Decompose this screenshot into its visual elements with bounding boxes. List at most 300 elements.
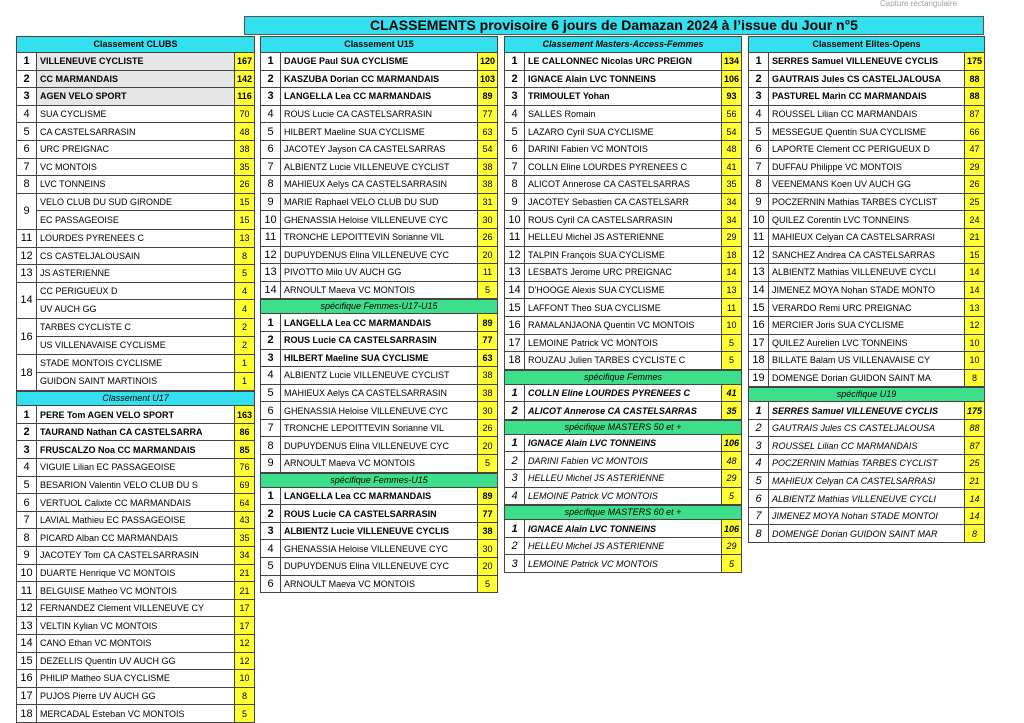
points-cell: 175 [964,402,984,419]
points-cell: 20 [477,437,497,454]
rank-cell: 6 [261,141,281,158]
column-masters [504,36,742,573]
rank-cell: 5 [17,123,37,140]
name-cell: BESARION Valentin VELO CLUB DU S [40,479,198,490]
name-cell: ROUS Lucie CA CASTELSARRASIN [284,335,437,346]
points-cell: 5 [234,705,254,722]
name-cell: CC PERIGUEUX D [40,286,118,297]
table-row [37,300,254,318]
name-cell: RAMALANJAONA Quentin VC MONTOIS [528,320,695,331]
rank-cell: 5 [17,477,37,494]
rank-cell: 13 [17,265,37,282]
name-cell: US VILLENAVAISE CYCLISME [40,340,166,351]
table-row [260,141,498,159]
name-cell: GHENASSIA Heloise VILLENEUVE CYC [284,214,449,225]
name-cell: IGNACE Alain LVC TONNEINS [528,523,657,534]
table-header-masters-60: spécifique MASTERS 60 et + [504,505,742,520]
name-cell: ROUS Cyril CA CASTELSARRASIN [528,214,673,225]
table-header-masters: Classement Masters-Access-Femmes [504,36,742,53]
points-cell: 34 [234,547,254,564]
name-cell: VC MONTOIS [40,161,97,172]
name-cell: SERRES Samuel VILLENEUVE CYCLIS [772,56,939,67]
name-cell: FERNANDEZ Clement VILLENEUVE CY [40,603,205,614]
name-cell: SANCHEZ Andrea CA CASTELSARRAS [772,249,936,260]
name-cell: VELO CLUB DU SUD GIRONDE [40,197,173,208]
table-row [260,194,498,212]
points-cell: 48 [234,123,254,140]
table-row [504,402,742,420]
rank-cell: 2 [749,420,769,437]
rank-cell: 11 [505,229,525,246]
rank-cell: 3 [261,350,281,367]
table-row [260,385,498,403]
table-row [748,402,985,420]
table-row [16,159,255,177]
rank-cell: 13 [749,264,769,281]
points-cell: 30 [477,540,497,557]
points-cell: 21 [234,582,254,599]
rank-cell: 1 [505,53,525,70]
points-cell: 29 [721,229,741,246]
name-cell: LEMOINE Patrick VC MONTOIS [528,337,658,348]
name-cell: D'HOOGE Alexis SUA CYCLISME [528,285,665,296]
table-row [260,159,498,177]
name-cell: VEENEMANS Koen UV AUCH GG [772,179,912,190]
rank-cell: 8 [17,176,37,193]
points-cell: 21 [964,473,984,490]
table-row [504,538,742,556]
points-cell: 38 [477,385,497,402]
name-cell: QUILEZ Corentin LVC TONNEINS [772,214,910,225]
rank-cell: 5 [261,558,281,575]
table-row [504,88,742,106]
points-cell: 5 [477,576,497,593]
table-row [260,71,498,89]
table-row [504,282,742,300]
points-cell: 66 [964,123,984,140]
rank-cell: 10 [749,211,769,228]
name-cell: GUIDON SAINT MARTINOIS [40,376,158,387]
name-cell: DEZELLIS Quentin UV AUCH GG [40,655,176,666]
rank-cell: 17 [505,335,525,352]
points-cell: 41 [721,159,741,176]
points-cell: 12 [964,317,984,334]
points-cell: 116 [234,88,254,105]
points-cell: 20 [477,558,497,575]
name-cell: VELTIN Kylian VC MONTOIS [40,620,158,631]
rank-cell: 18 [17,355,37,390]
name-cell: DUPUYDENUS Elina VILLENEUVE CYC [284,561,450,572]
rank-cell: 1 [261,488,281,505]
rank-cell: 5 [261,385,281,402]
table-row [748,264,985,282]
name-cell: TALPIN François SUA CYCLISME [528,249,665,260]
points-cell: 88 [964,88,984,105]
name-cell: GHENASSIA Heloise VILLENEUVE CYC [284,543,449,554]
table-row [260,540,498,558]
rank-cell: 1 [749,402,769,419]
table-header-u17: Classement U17 [16,391,255,406]
table-row [504,352,742,370]
name-cell: PASTUREL Marin CC MARMANDAIS [772,91,927,102]
points-cell: 26 [477,229,497,246]
name-cell: TRONCHE LEPOITTEVIN Sorianne VIL [284,423,445,434]
rank-cell: 12 [261,247,281,264]
rank-cell: 19 [749,370,769,387]
points-cell: 10 [964,352,984,369]
table-row [16,459,255,477]
points-cell: 5 [234,265,254,282]
rank-cell: 9 [17,194,37,229]
table-row [16,617,255,635]
rank-cell: 16 [17,670,37,687]
rank-cell: 3 [17,441,37,458]
name-cell: PUJOS Pierre UV AUCH GG [40,691,156,702]
name-cell: CA CASTELSARRASIN [40,126,136,137]
table-row [16,600,255,618]
points-cell: 142 [234,71,254,88]
table-row [260,53,498,71]
name-cell: ARNOULT Maeva VC MONTOIS [284,458,416,469]
rank-cell: 3 [505,470,525,487]
rank-cell: 12 [749,247,769,264]
rank-cell: 7 [17,512,37,529]
name-cell: JS ASTERIENNE [40,268,111,279]
points-cell: 34 [721,211,741,228]
table-row [16,529,255,547]
name-cell: LANGELLA Lea CC MARMANDAIS [284,91,432,102]
points-cell: 29 [721,470,741,487]
points-cell: 77 [477,106,497,123]
rank-cell: 12 [17,248,37,265]
points-cell: 38 [234,141,254,158]
name-cell: MAHIEUX Celyan CA CASTELSARRASI [772,232,936,243]
table-header-u19: spécifique U19 [748,387,985,402]
points-cell: 5 [721,352,741,369]
points-cell: 41 [721,385,741,402]
table-row [37,283,254,301]
rank-cell: 4 [261,540,281,557]
rank-cell: 3 [749,437,769,454]
points-cell: 4 [234,300,254,318]
rank-cell: 7 [261,420,281,437]
name-cell: ROUSSEL Lilian CC MARMANDAIS [772,109,918,120]
name-cell: DUPUYDENUS Elina VILLENEUVE CYC [284,440,450,451]
points-cell: 43 [234,512,254,529]
table-row [504,435,742,453]
rank-cell: 8 [749,525,769,542]
rank-cell: 1 [17,53,37,70]
rank-cell: 9 [749,194,769,211]
table-row [504,71,742,89]
points-cell: 38 [477,176,497,193]
table-row-group [16,319,255,355]
rank-cell: 8 [261,176,281,193]
rank-cell: 6 [17,494,37,511]
points-cell: 15 [234,194,254,211]
table-row [748,317,985,335]
table-header-masters-50: spécifique MASTERS 50 et + [504,420,742,435]
table-row [504,317,742,335]
points-cell: 5 [477,455,497,472]
name-cell: SERRES Samuel VILLENEUVE CYCLIS [772,405,939,416]
table-row [748,176,985,194]
points-cell: 38 [477,367,497,384]
table-row [748,299,985,317]
rank-cell: 3 [505,555,525,572]
table-row [748,71,985,89]
table-row [748,525,985,543]
points-cell: 25 [964,455,984,472]
table-row [16,424,255,442]
rank-cell: 6 [17,141,37,158]
rank-cell: 2 [749,71,769,88]
screen-capture-hint: Capture rectangulaire [880,0,957,8]
table-row [16,230,255,248]
table-row [16,705,255,723]
table-row [16,176,255,194]
rank-cell: 8 [17,529,37,546]
rank-cell: 3 [261,523,281,540]
rank-cell: 4 [749,455,769,472]
table-row [16,512,255,530]
name-cell: CC MARMANDAIS [37,71,234,88]
table-row [37,373,254,391]
table-row [260,576,498,594]
rank-cell: 3 [17,88,37,105]
table-row [260,402,498,420]
name-cell: HELLEU Michel JS ASTERIENNE [528,541,665,552]
points-cell: 89 [477,488,497,505]
points-cell: 31 [477,194,497,211]
points-cell: 2 [234,337,254,355]
name-cell: FRUSCALZO Noa CC MARMANDAIS [40,444,196,455]
rank-cell: 1 [261,314,281,331]
name-cell: JACOTEY Jayson CA CASTELSARRAS [284,144,446,155]
name-cell: JIMENEZ MOYA Nohan STADE MONTOI [772,511,938,522]
table-row [16,494,255,512]
rank-cell: 18 [505,352,525,369]
points-cell: 11 [477,264,497,281]
table-row [504,264,742,282]
rank-cell: 10 [261,211,281,228]
name-cell: DAUGE Paul SUA CYCLISME [284,56,409,67]
table-row [504,211,742,229]
name-cell: ARNOULT Maeva VC MONTOIS [284,578,416,589]
points-cell: 5 [477,282,497,299]
name-cell: ALICOT Annerose CA CASTELSARRAS [528,405,697,416]
points-cell: 167 [234,53,254,70]
table-row [504,520,742,538]
rank-cell: 18 [749,352,769,369]
points-cell: 29 [721,538,741,555]
name-cell: DOMENGE Dorian GUIDON SAINT MAR [772,528,938,539]
rank-cell: 6 [749,141,769,158]
rank-cell: 7 [17,159,37,176]
rank-cell: 9 [261,455,281,472]
points-cell: 8 [234,248,254,265]
table-row [748,473,985,491]
table-row [260,264,498,282]
table-row [504,159,742,177]
points-cell: 175 [964,53,984,70]
points-cell: 8 [234,688,254,705]
name-cell: CANO Ethan VC MONTOIS [40,638,152,649]
table-row [504,106,742,124]
points-cell: 34 [721,194,741,211]
name-cell: POCZERNIN Mathias TARBES CYCLIST [772,197,938,208]
table-row [748,229,985,247]
points-cell: 21 [234,565,254,582]
points-cell: 106 [721,520,741,537]
table-header-femmes-u15: spécifique Femmes-U15 [260,473,498,488]
rank-cell: 1 [505,435,525,452]
rank-cell: 5 [749,123,769,140]
rank-cell: 14 [261,282,281,299]
name-cell: DUPUYDENUS Elina VILLENEUVE CYC [284,249,450,260]
table-row [16,441,255,459]
table-row [748,455,985,473]
rank-cell: 17 [749,335,769,352]
points-cell: 64 [234,494,254,511]
points-cell: 5 [721,555,741,572]
rank-cell: 4 [749,106,769,123]
points-cell: 12 [234,635,254,652]
name-cell: ALBIENTZ Lucie VILLENEUVE CYCLIS [284,526,450,537]
points-cell: 2 [234,319,254,336]
name-cell: PERE Tom AGEN VELO SPORT [40,409,175,420]
points-cell: 85 [234,441,254,458]
points-cell: 35 [234,159,254,176]
points-cell: 21 [964,229,984,246]
table-row [16,53,255,71]
points-cell: 4 [234,283,254,300]
rank-cell: 8 [749,176,769,193]
name-cell: DUFFAU Philippe VC MONTOIS [772,161,902,172]
points-cell: 17 [234,617,254,634]
rank-cell: 5 [505,123,525,140]
points-cell: 47 [964,141,984,158]
name-cell: URC PREIGNAC [40,144,110,155]
table-row [504,247,742,265]
points-cell: 18 [721,247,741,264]
table-row [504,385,742,403]
table-row [748,335,985,353]
table-row [260,523,498,541]
name-cell: DUARTE Henrique VC MONTOIS [40,567,176,578]
table-row [748,159,985,177]
rank-cell: 14 [749,282,769,299]
points-cell: 120 [477,53,497,70]
table-row [16,71,255,89]
column-clubs-u17 [16,36,255,723]
table-row [16,88,255,106]
rank-cell: 13 [17,617,37,634]
rank-cell: 2 [505,402,525,419]
points-cell: 48 [721,452,741,469]
rank-cell: 2 [505,71,525,88]
table-row [748,141,985,159]
table-row [504,141,742,159]
rank-cell: 3 [261,88,281,105]
name-cell: GAUTRAIS Jules CS CASTELJALOUSA [772,423,936,434]
points-cell: 1 [234,355,254,372]
name-cell: ARNOULT Maeva VC MONTOIS [284,285,416,296]
points-cell: 5 [721,335,741,352]
table-row [16,123,255,141]
table-row [16,265,255,283]
points-cell: 14 [964,490,984,507]
table-row [260,88,498,106]
points-cell: 88 [964,420,984,437]
points-cell: 25 [964,194,984,211]
rank-cell: 3 [749,88,769,105]
name-cell: LEMOINE Patrick VC MONTOIS [528,558,658,569]
table-row [748,247,985,265]
rank-cell: 13 [505,264,525,281]
table-row [748,194,985,212]
rank-cell: 2 [17,71,37,88]
points-cell: 69 [234,477,254,494]
table-row [748,420,985,438]
rank-cell: 7 [505,159,525,176]
name-cell: MERCIER Joris SUA CYCLISME [772,320,905,331]
table-row [748,88,985,106]
table-row [260,420,498,438]
name-cell: AGEN VELO SPORT [37,88,234,105]
name-cell: STADE MONTOIS CYCLISME [40,358,163,369]
points-cell: 87 [964,106,984,123]
name-cell: JACOTEY Sebastien CA CASTELSARR [528,197,689,208]
points-cell: 13 [721,282,741,299]
name-cell: BELGUISE Matheo VC MONTOIS [40,585,177,596]
points-cell: 10 [234,670,254,687]
rank-cell: 2 [505,452,525,469]
name-cell: DOMENGE Dorian GUIDON SAINT MA [772,372,931,383]
rank-cell: 13 [261,264,281,281]
rank-cell: 5 [749,473,769,490]
name-cell: PIVOTTO Milo UV AUCH GG [284,267,402,278]
table-row [748,437,985,455]
name-cell: ROUSSEL Lilian CC MARMANDAIS [772,440,918,451]
rank-cell: 2 [261,505,281,522]
rank-cell: 7 [261,159,281,176]
rank-cell: 1 [17,406,37,423]
points-cell: 38 [477,523,497,540]
name-cell: COLLN Eline LOURDES PYRENEES C [528,387,691,398]
rank-cell: 4 [261,367,281,384]
table-row [748,53,985,71]
rank-cell: 11 [749,229,769,246]
table-row [16,406,255,424]
name-cell: DARINI Fabien VC MONTOIS [528,144,648,155]
name-cell: VERTUOL Calixte CC MARMANDAIS [40,497,192,508]
table-row [748,106,985,124]
table-row [260,350,498,368]
rank-cell: 16 [17,319,37,354]
rank-cell: 4 [505,488,525,505]
name-cell: ALBIENTZ Mathias VILLENEUVE CYCLI [772,267,937,278]
name-cell: MESSEGUE Quentin SUA CYCLISME [772,126,927,137]
name-cell: LOURDES PYRENEES C [40,233,145,244]
rank-cell: 14 [17,283,37,318]
table-header-u15: Classement U15 [260,36,498,53]
points-cell: 89 [477,88,497,105]
name-cell: PHILIP Matheo SUA CYCLISME [40,673,170,684]
rank-cell: 6 [505,141,525,158]
rank-cell: 11 [261,229,281,246]
table-row [16,141,255,159]
